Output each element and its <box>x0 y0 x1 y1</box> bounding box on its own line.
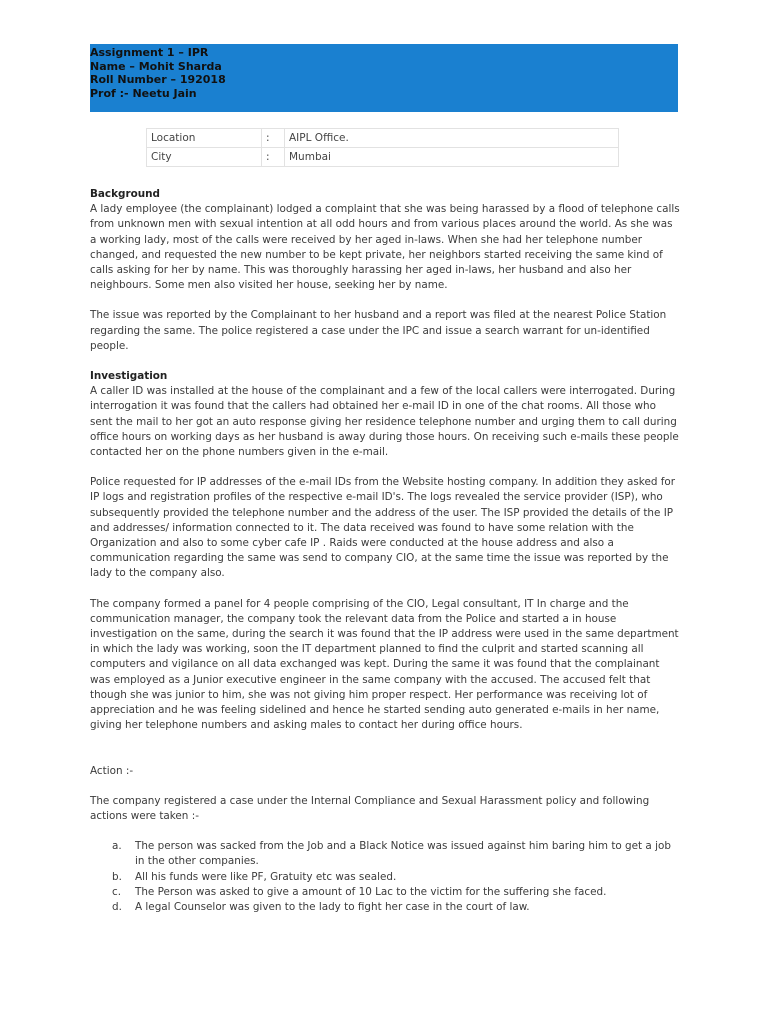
action-intro: The company registered a case under the Internal Compliance and Sexual Harassment policy and following actions were taken :- <box>90 794 650 822</box>
list-item <box>90 839 680 869</box>
location-table <box>146 128 619 167</box>
location-value: AIPL Office. <box>285 129 619 148</box>
investigation-paragraph-1: A caller ID was installed at the house of the complainant and a few of the local callers were interrogated. During interrogation it was found that the callers had obtained her e-mail ID in one of the chat rooms. All those who sent the mail to her got an auto response giving her residence telephone number and urging them to call during office hours on working days as her husband is away during those hours. On receiving such e-mails these people contacted her on the phone numbers given in the e-mail. <box>90 385 679 459</box>
table-row <box>147 148 619 167</box>
table-row <box>147 129 619 148</box>
city-label: City <box>147 148 262 167</box>
list-marker: c. <box>112 885 122 898</box>
action-list <box>90 839 680 915</box>
list-item-text: The Person was asked to give a amount of 10 Lac to the victim for the suffering she faced. <box>135 885 607 898</box>
background-heading: Background <box>90 188 160 200</box>
list-item-text: The person was sacked from the Job and a Black Notice was issued against him baring him to get a job in the other companies. <box>135 840 671 868</box>
city-value: Mumbai <box>285 148 619 167</box>
document-header <box>90 44 678 112</box>
list-marker: a. <box>112 840 122 853</box>
list-marker: d. <box>112 900 122 913</box>
list-item <box>90 885 680 900</box>
background-paragraph-2: The issue was reported by the Complainant to her husband and a report was filed at the nearest Police Station regarding the same. The police registered a case under the IPC and issue a search warrant for un-identified people. <box>90 309 667 352</box>
background-paragraph-1: A lady employee (the complainant) lodged a complaint that she was being harassed by a flood of telephone calls from unknown men with sexual intention at all odd hours and from various places around the world. As she was a working lady, most of the calls were received by her aged in-laws. When she had her telephone number changed, and requested the new number to be kept private, her neighbors started receiving the same kind of calls asking for her by name. This was thoroughly harassing her aged in-laws, her husband and also her neighbours. Some men also visited her house, seeking her by name. <box>90 203 680 292</box>
separator: : <box>262 148 285 167</box>
document-body <box>90 187 680 915</box>
professor-name: Prof :- Neetu Jain <box>90 86 197 100</box>
list-item-text: A legal Counselor was given to the lady to fight her case in the court of law. <box>135 900 530 913</box>
investigation-heading: Investigation <box>90 370 168 383</box>
investigation-paragraph-2: Police requested for IP addresses of the e-mail IDs from the Website hosting company. In addition they asked for IP logs and registration profiles of the respective e-mail ID's. The logs revealed the service provider (ISP), who subsequently provided the telephone number and the address of the user. The ISP provided the details of the IP and addresses/ information connected to it. The data received was found to have some relation with the Organization and also to some cyber cafe IP . Raids were conducted at the house address and also a communication regarding the same was send to company CIO, at the same time the issue was reported by the lady to the company also. <box>90 476 676 580</box>
action-heading: Action :- <box>90 764 134 777</box>
investigation-paragraph-3: The company formed a panel for 4 people comprising of the CIO, Legal consultant, IT In charge and the communication manager, the company took the relevant data from the Police and started a in house investigation on the same, during the search it was found that the IP address were used in the same department in which the lady was working, soon the IT department planned to find the culprit and started scanning all computers and vigilance on all data exchanged was kept. During the same it was found that the complainant was employed as a Junior executive engineer in the same company with the accused. The accused felt that though she was junior to him, she was not giving him proper respect. Her performance was receiving lot of appreciation and he was feeling sidelined and hence he started sending auto generated e-mails in her name, giving her telephone numbers and asking males to contact her during office hours. <box>90 597 679 732</box>
separator: : <box>262 129 285 148</box>
list-item <box>90 900 680 915</box>
roll-number: Roll Number – 192018 <box>90 73 226 86</box>
list-item <box>90 870 680 885</box>
list-item-text: All his funds were like PF, Gratuity etc was sealed. <box>135 870 397 883</box>
location-label: Location <box>147 129 262 148</box>
assignment-title: Assignment 1 – IPR <box>90 46 209 59</box>
student-name: Name – Mohit Sharda <box>90 59 222 73</box>
list-marker: b. <box>112 870 122 883</box>
